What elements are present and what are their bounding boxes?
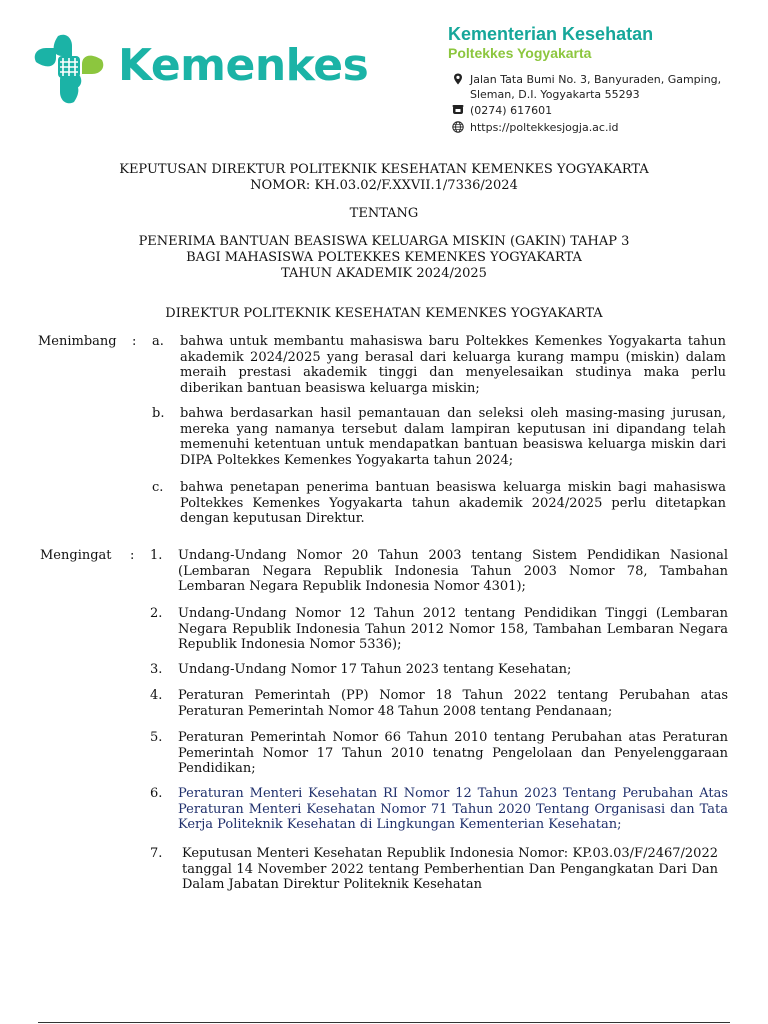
logo-wordmark: Kemenkes (118, 40, 369, 91)
mengingat-item-2: Undang-Undang Nomor 12 Tahun 2012 tentang Pendidikan Tinggi (Lembaran Negara Republik Indonesia Tahun 2012 Nomor 158, Tambahan Lembaran Negara Republik Indonesia Nomor 5336); (178, 606, 728, 652)
menimbang-marker-a: a. (152, 334, 164, 349)
menimbang-colon: : (132, 334, 137, 349)
location-pin-icon (452, 73, 464, 85)
kemenkes-logo (32, 32, 369, 106)
mengingat-item-7: Keputusan Menteri Kesehatan Republik Indonesia Nomor: KP.03.03/F/2467/2022 tanggal 14 November 2022 tentang Pemberhentian Dan Pengangkatan Dari Dan Dalam Jabatan Direktur Politeknik Kesehatan (182, 846, 718, 892)
footer-rule (38, 1022, 730, 1023)
decree-title: KEPUTUSAN DIREKTUR POLITEKNIK KESEHATAN KEMENKES YOGYAKARTA (119, 162, 649, 177)
mengingat-marker-4: 4. (150, 688, 163, 703)
menimbang-marker-b: b. (152, 406, 165, 421)
menimbang-item-a: bahwa untuk membantu mahasiswa baru Poltekkes Kemenkes Yogyakarta tahun akademik 2024/2025 yang berasal dari keluarga kurang mampu (miskin) dalam meraih prestasi akademik tinggi dan menyelesaikan studinya maka perlu diberikan bantuan beasiswa keluarga miskin; (180, 334, 726, 396)
mengingat-marker-1: 1. (150, 548, 163, 563)
mengingat-label: Mengingat (40, 548, 112, 563)
mengingat-marker-7: 7. (150, 846, 163, 861)
mengingat-item-5: Peraturan Pemerintah Nomor 66 Tahun 2010 tentang Perubahan atas Peraturan Pemerintah Nomor 17 Tahun 2010 tenatng Pengelolaan dan Penyelenggaraan Pendidikan; (178, 730, 728, 776)
mengingat-marker-6: 6. (150, 786, 163, 801)
mengingat-marker-2: 2. (150, 606, 163, 621)
menimbang-item-b: bahwa berdasarkan hasil pemantauan dan seleksi oleh masing-masing jurusan, mereka yang namanya tersebut dalam lampiran keputusan ini dipandang telah memenuhi ketentuan untuk mendapatkan bantuan beasiswa keluarga miskin dari DIPA Poltekkes Kemenkes Yogyakarta tahun 2024; (180, 406, 726, 468)
mengingat-item-1: Undang-Undang Nomor 20 Tahun 2003 tentang Sistem Pendidikan Nasional (Lembaran Negara Republik Indonesia Tahun 2003 Nomor 78, Tambahan Lembaran Negara Republik Indonesia Nomor 4301); (178, 548, 728, 594)
tentang-heading: TENTANG (349, 206, 419, 221)
globe-icon (452, 121, 464, 133)
org-title: Kementerian Kesehatan (448, 24, 654, 44)
mengingat-marker-3: 3. (150, 662, 163, 677)
contact-block (452, 72, 752, 135)
menimbang-marker-c: c. (152, 480, 164, 495)
phone-number: (0274) 617601 (470, 104, 553, 117)
kemenkes-emblem-icon (32, 32, 106, 106)
address-line-2: Sleman, D.I. Yogyakarta 55293 (470, 88, 640, 101)
subject-line-3: TAHUN AKADEMIK 2024/2025 (281, 266, 487, 281)
address-line-1: Jalan Tata Bumi No. 3, Banyuraden, Gamping, (470, 73, 722, 86)
mengingat-marker-5: 5. (150, 730, 163, 745)
subject-line-1: PENERIMA BANTUAN BEASISWA KELUARGA MISKIN (GAKIN) TAHAP 3 (138, 234, 630, 249)
director-heading: DIREKTUR POLITEKNIK KESEHATAN KEMENKES YOGYAKARTA (165, 306, 603, 321)
org-subtitle: Poltekkes Yogyakarta (448, 45, 592, 61)
menimbang-label: Menimbang (38, 334, 117, 349)
mengingat-item-3: Undang-Undang Nomor 17 Tahun 2023 tentang Kesehatan; (178, 662, 572, 677)
address-row (452, 72, 752, 102)
mengingat-item-6: Peraturan Menteri Kesehatan RI Nomor 12 Tahun 2023 Tentang Perubahan Atas Peraturan Menteri Kesehatan Nomor 71 Tahun 2020 Tentang Organisasi dan Tata Kerja Politeknik Kesehatan di Lingkungan Kementerian Kesehatan; (178, 786, 728, 832)
phone-icon (452, 104, 464, 116)
mengingat-colon: : (130, 548, 135, 563)
website-row (452, 120, 752, 135)
mengingat-item-4: Peraturan Pemerintah (PP) Nomor 18 Tahun 2022 tentang Perubahan atas Peraturan Pemerintah Nomor 48 Tahun 2008 tentang Pendanaan; (178, 688, 728, 719)
phone-row (452, 103, 752, 118)
menimbang-item-c: bahwa penetapan penerima bantuan beasiswa keluarga miskin bagi mahasiswa Poltekkes Kemenkes Yogyakarta tahun akademik 2024/2025 perlu ditetapkan dengan keputusan Direktur. (180, 480, 726, 526)
subject-line-2: BAGI MAHASISWA POLTEKKES KEMENKES YOGYAKARTA (186, 250, 582, 265)
website-link[interactable]: https://poltekkesjogja.ac.id (470, 121, 619, 134)
decree-number: NOMOR: KH.03.02/F.XXVII.1/7336/2024 (250, 178, 518, 193)
organization-block (448, 24, 748, 62)
